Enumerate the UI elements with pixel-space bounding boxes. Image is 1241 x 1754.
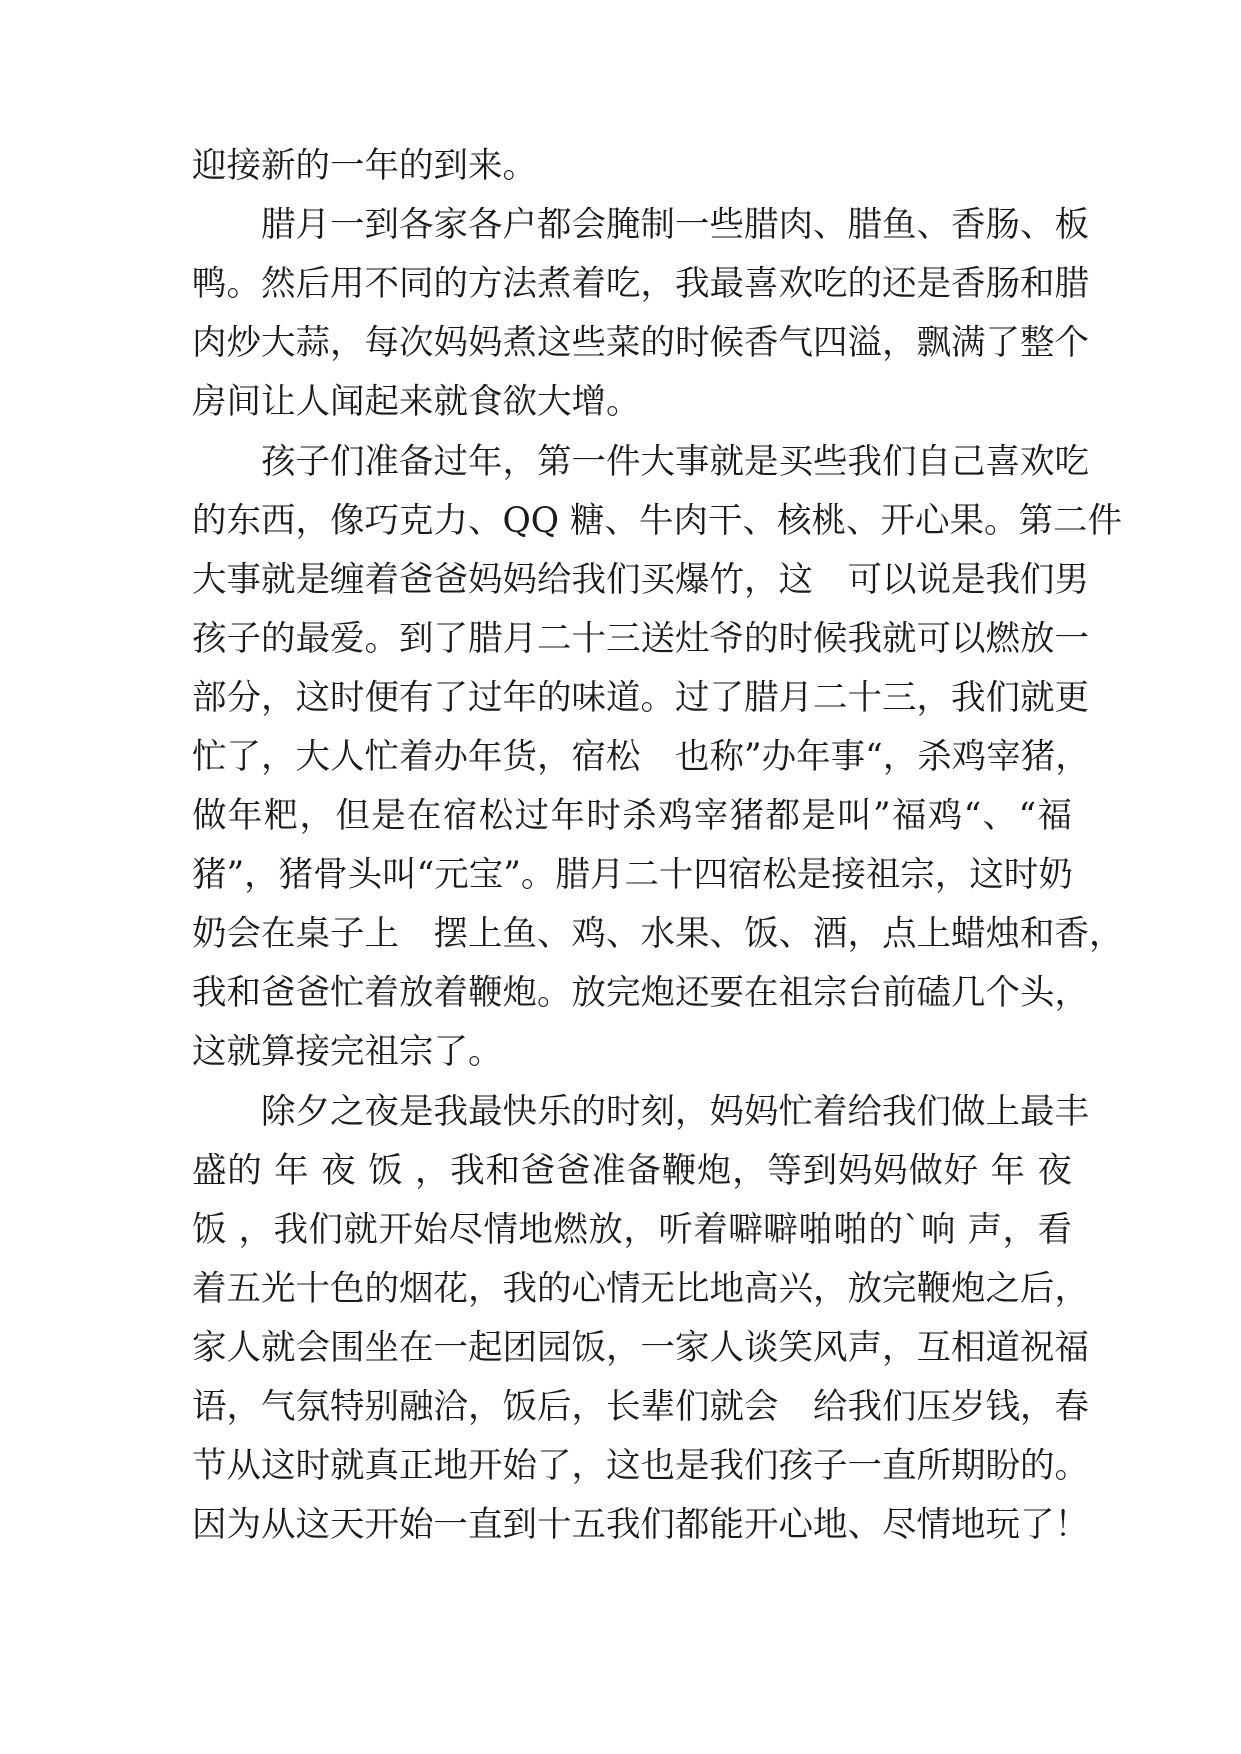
text-line-17: 除夕之夜是我最快乐的时刻，妈妈忙着给我们做上最丰	[192, 1092, 1089, 1132]
text-line-14: 奶会在桌子上 摆上鱼、鸡、水果、饭、酒，点上蜡烛和香，	[192, 914, 1124, 954]
text-line-16: 这就算接完祖宗了。	[192, 1032, 503, 1072]
text-line-20: 着五光十色的烟花，我的心情无比地高兴，放完鞭炮之后，	[192, 1269, 1089, 1309]
text-line-22: 语，气氛特别融洽，饭后，长辈们就会 给我们压岁钱，春	[192, 1387, 1089, 1427]
text-line-1: 迎接新的一年的到来。	[192, 146, 537, 186]
text-line-12: 做年粑，但是在宿松过年时杀鸡宰猪都是叫”福鸡“、“福	[192, 796, 1072, 836]
text-line-24: 因为从这天开始一直到十五我们都能开心地、尽情地玩了！	[192, 1505, 1089, 1545]
text-line-3: 鸭。然后用不同的方法煮着吃，我最喜欢吃的还是香肠和腊	[192, 264, 1089, 304]
text-line-8: 大事就是缠着爸爸妈妈给我们买爆竹，这 可以说是我们男	[192, 560, 1089, 600]
text-line-21: 家人就会围坐在一起团园饭，一家人谈笑风声，互相道祝福	[192, 1328, 1089, 1368]
text-line-5: 房间让人闻起来就食欲大增。	[192, 382, 641, 422]
text-line-11: 忙了，大人忙着办年货，宿松 也称”办年事“，杀鸡宰猪，	[192, 737, 1090, 777]
text-line-9: 孩子的最爱。到了腊月二十三送灶爷的时候我就可以燃放一	[192, 619, 1089, 659]
text-line-23: 节从这时就真正地开始了，这也是我们孩子一直所期盼的。	[192, 1446, 1089, 1486]
text-line-10: 部分，这时便有了过年的味道。过了腊月二十三，我们就更	[192, 678, 1089, 718]
text-line-6: 孩子们准备过年，第一件大事就是买些我们自己喜欢吃	[192, 442, 1089, 482]
text-line-18: 盛的 年 夜 饭 ，我和爸爸准备鞭炮，等到妈妈做好 年 夜	[192, 1151, 1072, 1191]
text-line-15: 我和爸爸忙着放着鞭炮。放完炮还要在祖宗台前磕几个头，	[192, 973, 1089, 1013]
text-line-13: 猪”，猪骨头叫“元宝”。腊月二十四宿松是接祖宗，这时奶	[192, 855, 1073, 895]
text-line-7: 的东西，像巧克力、QQ 糖、牛肉干、核桃、开心果。第二件	[192, 501, 1123, 541]
text-line-4: 肉炒大蒜，每次妈妈煮这些菜的时候香气四溢，飘满了整个	[192, 323, 1089, 363]
text-line-2: 腊月一到各家各户都会腌制一些腊肉、腊鱼、香肠、板	[192, 205, 1089, 245]
text-line-19: 饭 ，我们就开始尽情地燃放，听着噼噼啪啪的`响 声，看	[192, 1210, 1072, 1250]
